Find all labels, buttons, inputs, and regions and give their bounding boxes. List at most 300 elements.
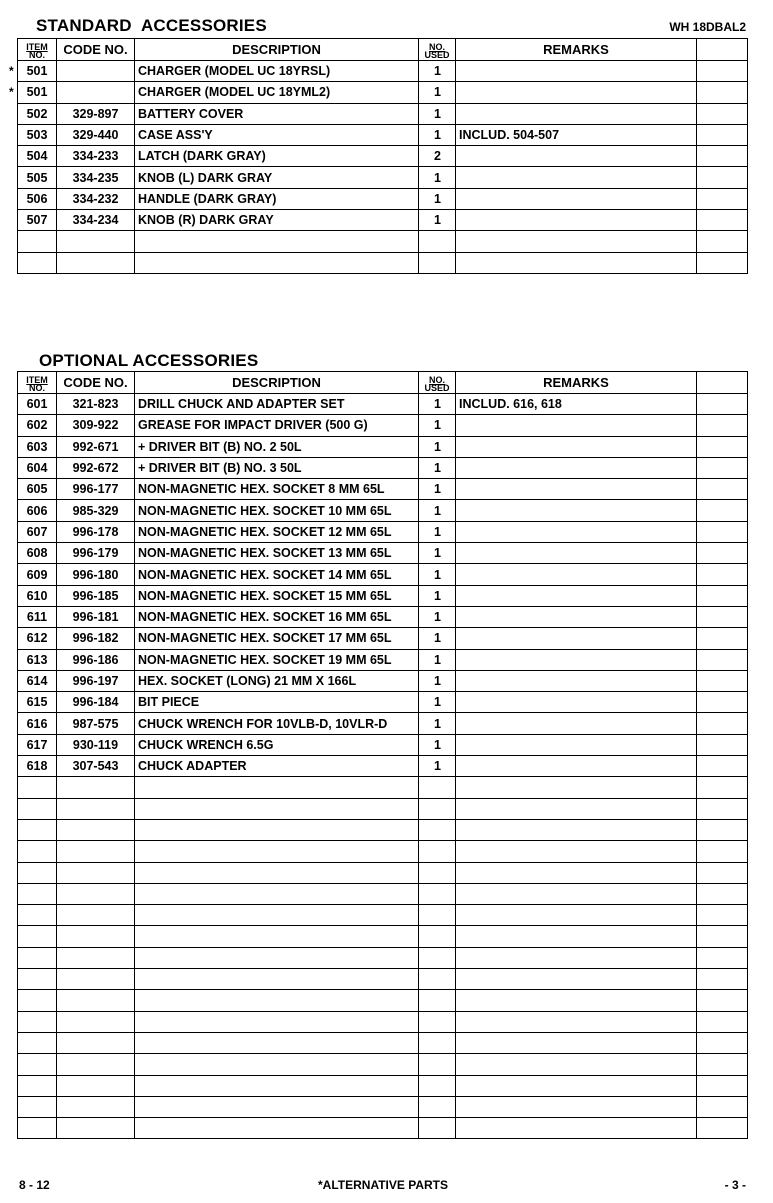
extra-cell xyxy=(697,415,748,436)
code-no-cell: 996-197 xyxy=(57,670,135,691)
page-number: - 3 - xyxy=(724,1178,746,1192)
remarks-cell xyxy=(456,167,697,188)
empty-cell xyxy=(456,777,697,798)
code-no-cell xyxy=(57,82,135,103)
code-no-cell: 996-182 xyxy=(57,628,135,649)
remarks-cell: INCLUD. 504-507 xyxy=(456,124,697,145)
empty-cell xyxy=(135,798,419,819)
empty-cell xyxy=(697,777,748,798)
empty-cell xyxy=(456,1054,697,1075)
extra-cell xyxy=(697,146,748,167)
empty-cell xyxy=(697,862,748,883)
code-no-cell: 334-233 xyxy=(57,146,135,167)
empty-cell xyxy=(456,862,697,883)
description-cell: NON-MAGNETIC HEX. SOCKET 13 MM 65L xyxy=(135,543,419,564)
empty-cell xyxy=(697,1011,748,1032)
item-no-cell: 617 xyxy=(18,734,57,755)
description-cell: GREASE FOR IMPACT DRIVER (500 G) xyxy=(135,415,419,436)
extra-cell xyxy=(697,210,748,231)
empty-cell xyxy=(135,1054,419,1075)
empty-cell xyxy=(18,252,57,273)
code-no-cell: 334-235 xyxy=(57,167,135,188)
item-no-cell: 504 xyxy=(18,146,57,167)
code-no-cell: 992-671 xyxy=(57,436,135,457)
empty-cell xyxy=(419,862,456,883)
blank-row xyxy=(18,1118,748,1139)
extra-column-header xyxy=(697,39,748,61)
extra-cell xyxy=(697,649,748,670)
code-no-cell: 996-184 xyxy=(57,692,135,713)
description-cell: NON-MAGNETIC HEX. SOCKET 8 MM 65L xyxy=(135,479,419,500)
blank-row xyxy=(18,862,748,883)
item-no-cell: 608 xyxy=(18,543,57,564)
code-no-cell: 329-440 xyxy=(57,124,135,145)
empty-cell xyxy=(697,926,748,947)
empty-cell xyxy=(135,252,419,273)
empty-cell xyxy=(57,905,135,926)
item-no-cell: 614 xyxy=(18,670,57,691)
code-no-header: CODE NO. xyxy=(57,39,135,61)
no-used-cell: 1 xyxy=(419,543,456,564)
table-header-row xyxy=(18,39,748,61)
empty-cell xyxy=(57,926,135,947)
standard-accessories-title: STANDARD ACCESSORIES xyxy=(36,16,267,35)
empty-cell xyxy=(456,252,697,273)
description-cell: NON-MAGNETIC HEX. SOCKET 19 MM 65L xyxy=(135,649,419,670)
no-used-cell: 2 xyxy=(419,146,456,167)
no-used-cell: 1 xyxy=(419,692,456,713)
remarks-cell xyxy=(456,585,697,606)
remarks-cell xyxy=(456,649,697,670)
description-cell: HEX. SOCKET (LONG) 21 MM X 166L xyxy=(135,670,419,691)
empty-cell xyxy=(18,1118,57,1139)
empty-cell xyxy=(57,990,135,1011)
extra-cell xyxy=(697,124,748,145)
no-used-cell: 1 xyxy=(419,188,456,209)
empty-cell xyxy=(18,1075,57,1096)
item-no-cell: 616 xyxy=(18,713,57,734)
remarks-cell xyxy=(456,500,697,521)
table-row xyxy=(18,436,748,457)
table-row xyxy=(18,649,748,670)
no-used-cell: 1 xyxy=(419,734,456,755)
empty-cell xyxy=(57,798,135,819)
table-row xyxy=(18,692,748,713)
description-cell: CHUCK WRENCH FOR 10VLB-D, 10VLR-D xyxy=(135,713,419,734)
empty-cell xyxy=(135,969,419,990)
remarks-cell xyxy=(456,543,697,564)
no-used-cell: 1 xyxy=(419,606,456,627)
empty-cell xyxy=(456,1118,697,1139)
extra-cell xyxy=(697,670,748,691)
extra-cell xyxy=(697,756,748,777)
item-no-cell: 604 xyxy=(18,457,57,478)
empty-cell xyxy=(697,1075,748,1096)
code-no-cell: 307-543 xyxy=(57,756,135,777)
empty-cell xyxy=(697,1096,748,1117)
description-header: DESCRIPTION xyxy=(135,39,419,61)
no-used-cell: 1 xyxy=(419,103,456,124)
table-row xyxy=(18,585,748,606)
item-no-cell: 507 xyxy=(18,210,57,231)
empty-cell xyxy=(135,1011,419,1032)
table-row xyxy=(18,415,748,436)
code-no-cell: 334-232 xyxy=(57,188,135,209)
page-ref-left: 8 - 12 xyxy=(19,1178,50,1192)
extra-cell xyxy=(697,521,748,542)
item-no-cell: 611 xyxy=(18,606,57,627)
optional-accessories-title: OPTIONAL ACCESSORIES xyxy=(39,351,259,370)
blank-row xyxy=(18,1032,748,1053)
table-row xyxy=(18,146,748,167)
empty-cell xyxy=(419,777,456,798)
empty-cell xyxy=(456,990,697,1011)
description-cell: KNOB (L) DARK GRAY xyxy=(135,167,419,188)
table-row xyxy=(18,670,748,691)
extra-cell xyxy=(697,457,748,478)
empty-cell xyxy=(18,1011,57,1032)
empty-cell xyxy=(419,883,456,904)
empty-cell xyxy=(57,947,135,968)
empty-cell xyxy=(57,1032,135,1053)
code-no-cell: 996-185 xyxy=(57,585,135,606)
code-no-cell: 930-119 xyxy=(57,734,135,755)
code-no-cell: 329-897 xyxy=(57,103,135,124)
standard-accessories-table xyxy=(17,38,748,274)
item-no-header: ITEM NO. xyxy=(18,372,57,394)
extra-cell xyxy=(697,713,748,734)
remarks-cell xyxy=(456,713,697,734)
description-cell: CHARGER (MODEL UC 18YML2) xyxy=(135,82,419,103)
empty-cell xyxy=(697,819,748,840)
remarks-cell xyxy=(456,692,697,713)
no-used-cell: 1 xyxy=(419,521,456,542)
empty-cell xyxy=(18,819,57,840)
blank-row xyxy=(18,231,748,252)
empty-cell xyxy=(697,883,748,904)
remarks-cell xyxy=(456,734,697,755)
no-used-cell: 1 xyxy=(419,564,456,585)
description-cell: CHUCK ADAPTER xyxy=(135,756,419,777)
empty-cell xyxy=(697,905,748,926)
table-row xyxy=(18,210,748,231)
description-cell: NON-MAGNETIC HEX. SOCKET 10 MM 65L xyxy=(135,500,419,521)
no-used-cell: 1 xyxy=(419,500,456,521)
empty-cell xyxy=(697,798,748,819)
empty-cell xyxy=(135,777,419,798)
empty-cell xyxy=(456,798,697,819)
description-cell: + DRIVER BIT (B) NO. 2 50L xyxy=(135,436,419,457)
no-used-cell: 1 xyxy=(419,124,456,145)
table-row xyxy=(18,124,748,145)
table-row xyxy=(18,628,748,649)
empty-cell xyxy=(697,231,748,252)
table-row xyxy=(18,167,748,188)
blank-row xyxy=(18,1096,748,1117)
empty-cell xyxy=(18,798,57,819)
table-row xyxy=(18,103,748,124)
code-no-cell: 996-179 xyxy=(57,543,135,564)
remarks-cell xyxy=(456,628,697,649)
table-row xyxy=(18,756,748,777)
no-used-cell: 1 xyxy=(419,649,456,670)
table-row xyxy=(18,61,748,82)
blank-row xyxy=(18,798,748,819)
remarks-cell xyxy=(456,146,697,167)
item-no-cell: 501 xyxy=(18,61,57,82)
empty-cell xyxy=(456,841,697,862)
empty-cell xyxy=(57,777,135,798)
empty-cell xyxy=(18,862,57,883)
empty-cell xyxy=(135,1075,419,1096)
remarks-cell xyxy=(456,415,697,436)
no-used-cell: 1 xyxy=(419,585,456,606)
table-row xyxy=(18,606,748,627)
empty-cell xyxy=(18,883,57,904)
table-row xyxy=(18,479,748,500)
remarks-cell xyxy=(456,188,697,209)
blank-row xyxy=(18,1011,748,1032)
extra-cell xyxy=(697,188,748,209)
empty-cell xyxy=(419,969,456,990)
description-cell: DRILL CHUCK AND ADAPTER SET xyxy=(135,394,419,415)
empty-cell xyxy=(18,947,57,968)
empty-cell xyxy=(456,883,697,904)
item-no-cell: 606 xyxy=(18,500,57,521)
no-used-cell: 1 xyxy=(419,628,456,649)
remarks-cell xyxy=(456,61,697,82)
empty-cell xyxy=(697,1032,748,1053)
no-used-cell: 1 xyxy=(419,61,456,82)
description-cell: CHARGER (MODEL UC 18YRSL) xyxy=(135,61,419,82)
extra-cell xyxy=(697,479,748,500)
empty-cell xyxy=(135,990,419,1011)
remarks-cell xyxy=(456,756,697,777)
description-cell: KNOB (R) DARK GRAY xyxy=(135,210,419,231)
empty-cell xyxy=(135,1032,419,1053)
item-no-cell: 502 xyxy=(18,103,57,124)
description-cell: NON-MAGNETIC HEX. SOCKET 16 MM 65L xyxy=(135,606,419,627)
extra-column-header xyxy=(697,372,748,394)
empty-cell xyxy=(18,1032,57,1053)
blank-row xyxy=(18,777,748,798)
item-no-cell: 615 xyxy=(18,692,57,713)
table-row xyxy=(18,713,748,734)
code-no-cell: 996-178 xyxy=(57,521,135,542)
table-row xyxy=(18,188,748,209)
empty-cell xyxy=(456,947,697,968)
empty-cell xyxy=(697,947,748,968)
item-no-cell: 613 xyxy=(18,649,57,670)
extra-cell xyxy=(697,734,748,755)
remarks-cell xyxy=(456,670,697,691)
code-no-cell: 334-234 xyxy=(57,210,135,231)
remarks-cell xyxy=(456,457,697,478)
empty-cell xyxy=(57,1011,135,1032)
empty-cell xyxy=(57,1054,135,1075)
empty-cell xyxy=(419,1096,456,1117)
no-used-cell: 1 xyxy=(419,436,456,457)
empty-cell xyxy=(57,841,135,862)
item-no-cell: 602 xyxy=(18,415,57,436)
empty-cell xyxy=(18,990,57,1011)
blank-row xyxy=(18,252,748,273)
code-no-header: CODE NO. xyxy=(57,372,135,394)
empty-cell xyxy=(135,947,419,968)
empty-cell xyxy=(419,798,456,819)
empty-cell xyxy=(135,819,419,840)
table-row xyxy=(18,564,748,585)
extra-cell xyxy=(697,585,748,606)
blank-row xyxy=(18,883,748,904)
item-no-cell: 603 xyxy=(18,436,57,457)
remarks-cell xyxy=(456,564,697,585)
code-no-cell: 996-180 xyxy=(57,564,135,585)
blank-row xyxy=(18,926,748,947)
item-no-cell: 612 xyxy=(18,628,57,649)
description-cell: NON-MAGNETIC HEX. SOCKET 15 MM 65L xyxy=(135,585,419,606)
empty-cell xyxy=(18,969,57,990)
description-header: DESCRIPTION xyxy=(135,372,419,394)
remarks-header: REMARKS xyxy=(456,372,697,394)
remarks-cell xyxy=(456,521,697,542)
extra-cell xyxy=(697,692,748,713)
remarks-cell xyxy=(456,606,697,627)
extra-cell xyxy=(697,82,748,103)
no-used-cell: 1 xyxy=(419,394,456,415)
empty-cell xyxy=(57,1096,135,1117)
alternative-parts-note: *ALTERNATIVE PARTS xyxy=(318,1178,449,1192)
model-number: WH 18DBAL2 xyxy=(669,20,746,34)
code-no-cell: 996-181 xyxy=(57,606,135,627)
remarks-header: REMARKS xyxy=(456,39,697,61)
empty-cell xyxy=(419,947,456,968)
empty-cell xyxy=(419,905,456,926)
empty-cell xyxy=(135,862,419,883)
empty-cell xyxy=(697,841,748,862)
item-no-cell: 607 xyxy=(18,521,57,542)
no-used-cell: 1 xyxy=(419,670,456,691)
empty-cell xyxy=(18,841,57,862)
item-no-cell: 501 xyxy=(18,82,57,103)
no-used-cell: 1 xyxy=(419,415,456,436)
empty-cell xyxy=(57,1075,135,1096)
empty-cell xyxy=(456,905,697,926)
empty-cell xyxy=(135,1118,419,1139)
empty-cell xyxy=(135,841,419,862)
empty-cell xyxy=(419,1032,456,1053)
no-used-cell: 1 xyxy=(419,210,456,231)
empty-cell xyxy=(419,1011,456,1032)
empty-cell xyxy=(419,231,456,252)
table-row xyxy=(18,500,748,521)
description-cell: BATTERY COVER xyxy=(135,103,419,124)
description-cell: NON-MAGNETIC HEX. SOCKET 12 MM 65L xyxy=(135,521,419,542)
alternative-part-mark: * xyxy=(9,84,14,99)
alternative-part-mark: * xyxy=(9,63,14,78)
code-no-cell: 321-823 xyxy=(57,394,135,415)
empty-cell xyxy=(57,969,135,990)
item-no-cell: 610 xyxy=(18,585,57,606)
optional-accessories-table xyxy=(17,371,748,1139)
empty-cell xyxy=(135,883,419,904)
empty-cell xyxy=(135,905,419,926)
blank-row xyxy=(18,1075,748,1096)
item-no-cell: 601 xyxy=(18,394,57,415)
empty-cell xyxy=(456,1075,697,1096)
item-no-cell: 503 xyxy=(18,124,57,145)
empty-cell xyxy=(697,1054,748,1075)
empty-cell xyxy=(456,1011,697,1032)
item-no-cell: 506 xyxy=(18,188,57,209)
description-cell: + DRIVER BIT (B) NO. 3 50L xyxy=(135,457,419,478)
extra-cell xyxy=(697,628,748,649)
no-used-cell: 1 xyxy=(419,756,456,777)
empty-cell xyxy=(697,990,748,1011)
code-no-cell: 987-575 xyxy=(57,713,135,734)
no-used-cell: 1 xyxy=(419,167,456,188)
remarks-cell: INCLUD. 616, 618 xyxy=(456,394,697,415)
empty-cell xyxy=(456,926,697,947)
blank-row xyxy=(18,819,748,840)
empty-cell xyxy=(18,905,57,926)
table-row xyxy=(18,521,748,542)
remarks-cell xyxy=(456,479,697,500)
empty-cell xyxy=(697,969,748,990)
table-row xyxy=(18,734,748,755)
no-used-cell: 1 xyxy=(419,479,456,500)
remarks-cell xyxy=(456,103,697,124)
extra-cell xyxy=(697,436,748,457)
table-row xyxy=(18,394,748,415)
extra-cell xyxy=(697,564,748,585)
empty-cell xyxy=(456,819,697,840)
blank-row xyxy=(18,905,748,926)
extra-cell xyxy=(697,103,748,124)
description-cell: NON-MAGNETIC HEX. SOCKET 14 MM 65L xyxy=(135,564,419,585)
empty-cell xyxy=(135,1096,419,1117)
no-used-cell: 1 xyxy=(419,457,456,478)
empty-cell xyxy=(135,231,419,252)
empty-cell xyxy=(456,1032,697,1053)
code-no-cell: 996-177 xyxy=(57,479,135,500)
empty-cell xyxy=(419,819,456,840)
empty-cell xyxy=(456,969,697,990)
empty-cell xyxy=(18,1054,57,1075)
empty-cell xyxy=(419,990,456,1011)
empty-cell xyxy=(57,252,135,273)
blank-row xyxy=(18,947,748,968)
table-header-row xyxy=(18,372,748,394)
remarks-cell xyxy=(456,436,697,457)
remarks-cell xyxy=(456,82,697,103)
item-no-cell: 505 xyxy=(18,167,57,188)
empty-cell xyxy=(419,1054,456,1075)
extra-cell xyxy=(697,167,748,188)
description-cell: LATCH (DARK GRAY) xyxy=(135,146,419,167)
empty-cell xyxy=(18,231,57,252)
empty-cell xyxy=(135,926,419,947)
code-no-cell: 309-922 xyxy=(57,415,135,436)
empty-cell xyxy=(57,231,135,252)
code-no-cell: 992-672 xyxy=(57,457,135,478)
extra-cell xyxy=(697,500,748,521)
description-cell: CASE ASS'Y xyxy=(135,124,419,145)
empty-cell xyxy=(18,1096,57,1117)
no-used-header: NO. USED xyxy=(419,39,456,61)
extra-cell xyxy=(697,394,748,415)
no-used-header: NO. USED xyxy=(419,372,456,394)
